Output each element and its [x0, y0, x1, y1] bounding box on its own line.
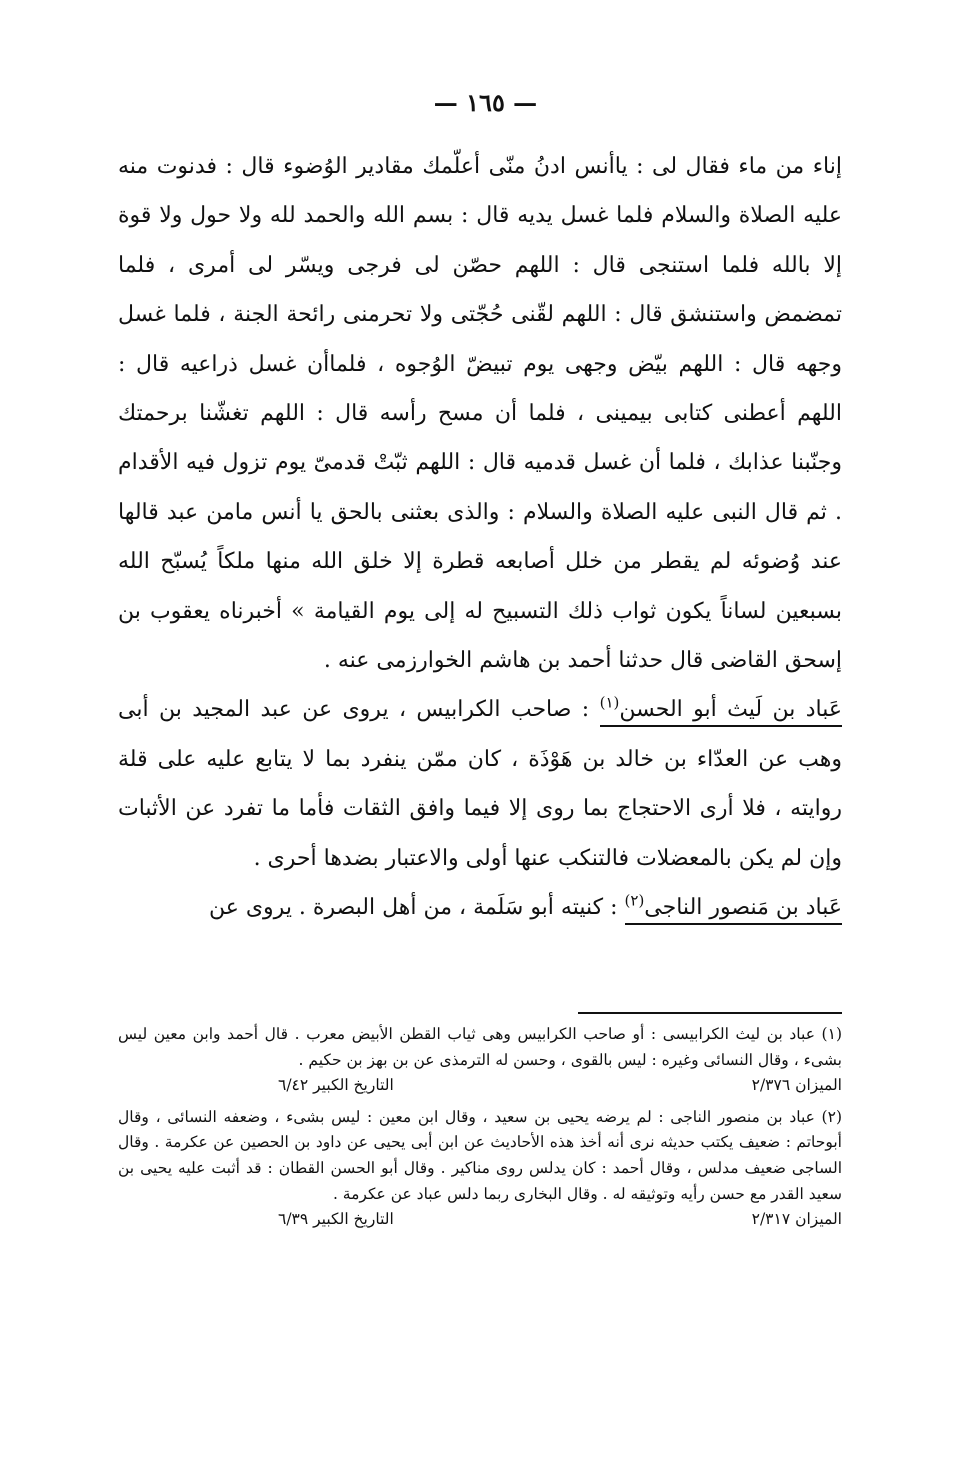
footnote-divider — [578, 1012, 842, 1014]
footnotes — [118, 1022, 842, 1233]
reference-tarikh: التاريخ الكبير ٦/٤٢ — [278, 1076, 394, 1095]
entry-text: : صاحب الكرابيس ، يروى عن عبد المجيد بن أبى وهب عن العدّاء بن خالد بن هَوْذَة ، كان ممّن ينفرد بما لا يتابع عليه على قلة روايته ، فلا أرى الاحتجاج بما روى إلا فيما وافق الثقات فأما ما تفرد عن الأثبات وإن لم يكن بالمعضلات فالتنكب عنها أولى والاعتبار بضدها أحرى . — [118, 697, 842, 871]
reference-tarikh: التاريخ الكبير ٦/٣٩ — [278, 1210, 394, 1229]
entry-name-text: عَباد بن لَيث أبو الحسن — [619, 697, 842, 723]
footnote-2-references — [118, 1207, 842, 1233]
reference-mizan: الميزان ٢/٣١٧ — [751, 1210, 842, 1229]
entry-text: : كنيته أبو سَلَمة ، من أهل البصرة . يروى عن — [208, 895, 618, 921]
entry-abbad-ibn-layth — [118, 685, 842, 883]
entry-name — [624, 891, 842, 925]
footnote-2: (٢) عباد بن منصور الناجى : لم يرضه يحيى بن سعيد ، وقال ابن معين : ليس بشىء ، وضعفه النسائى ، وقال أبوحاتم : ضعيف يكتب حديثه نرى أنه أخذ هذه الأحاديث عن ابن أبى يحيى عن داود بن الحصين عن عكرمة . وقال الساجى ضعيف مدلس ، وقال أحمد : كان يدلس روى مناكير . وقال أبو الحسن القطان : قد أثبت عليه يحيى بن سعيد القدر مع حسن رأيه وتوثيقه له . وقال البخارى ربما دلس عباد عن عكرمة . — [118, 1107, 842, 1203]
entry-abbad-ibn-mansur — [118, 883, 842, 932]
footnote-ref: (٢) — [624, 891, 645, 910]
main-text — [118, 142, 842, 933]
entry-name-text: عَباد بن مَنصور الناجى — [644, 895, 842, 921]
footnote-1: (١) عباد بن ليث الكرابيسى : أو صاحب الكرابيس وهى ثياب القطن الأبيض معرب . قال أحمد وابن معين ليس بشىء ، وقال النسائى وغيره : ليس بالقوى ، وحسن له الترمذى عن بن بهز بن حكيم . — [118, 1025, 842, 1069]
reference-mizan: الميزان ٢/٣٧٦ — [751, 1076, 842, 1095]
entry-name — [599, 694, 842, 727]
page-number: — ١٦٥ — — [433, 88, 538, 117]
footnote-1-references — [118, 1073, 842, 1099]
paragraph-hadith: إناء من ماء فقال لى : ياأنس ادنُ منّى أعلّمك مقادير الوُضوء قال : فدنوت منه عليه الصلاة والسلام فلما غسل يديه قال : بسم الله والحمد لله ولا حول ولا قوة إلا بالله فلما استنجى قال : اللهم حصّن لى فرجى ويسّر لى أمرى ، فلما تمضمض واستنشق قال : اللهم لقّنى حُجّتى ولا تحرمنى رائحة الجنة ، فلما غسل وجهه قال : اللهم بيّض وجهى يوم تبيضّ الوُجوه ، فلماأن غسل ذراعيه قال : اللهم أعطنى كتابى بيمينى ، فلما أن مسح رأسه قال : اللهم تغشّنا برحمتك وجنّبنا عذابك ، فلما أن غسل قدميه قال : اللهم ثبّتْ قدمىّ يوم تزول فيه الأقدام . ثم قال النبى عليه الصلاة والسلام : والذى بعثنى بالحق يا أنس مامن عبد قالها عند وُضوئه لم يقطر من خلل أصابعه قطرة إلا خلق الله منها ملكاً يُسبّح الله بسبعين لساناً يكون ثواب ذلك التسبيح له إلى يوم القيامة » أخبرناه يعقوب بن إسحق القاضى قال حدثنا أحمد بن هاشم الخوارزمى عنه . — [118, 154, 842, 674]
footnote-ref: (١) — [599, 694, 620, 713]
